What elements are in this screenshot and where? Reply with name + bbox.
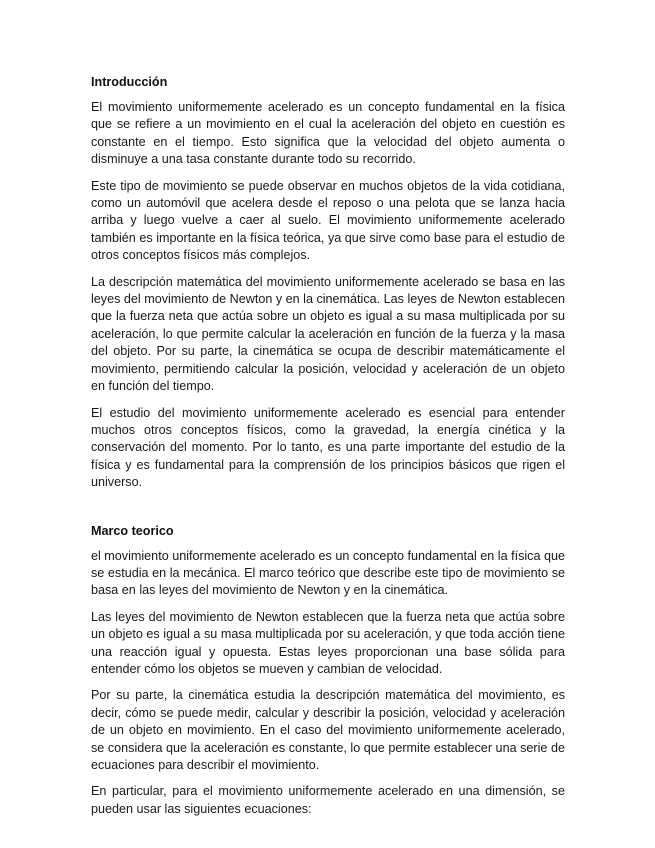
section-heading: Marco teorico [91,523,174,538]
paragraph: el movimiento uniformemente acelerado es un concepto fundamental en la física que se estudia en la mecánica. El marco teórico que describe este tipo de movimiento se basa en las leyes del movimiento de Newton y en la cinemática. [91,548,565,598]
document-body [91,74,565,827]
paragraph: La descripción matemática del movimiento uniformemente acelerado se basa en las leyes del movimiento de Newton y en la cinemática. Las leyes de Newton establecen que la fuerza neta que actúa sobre un objeto es igual a su masa multiplicada por su aceleración, lo que permite calcular la aceleración en función de la fuerza y la masa del objeto. Por su parte, la cinemática se ocupa de describir matemáticamente el movimiento, permitiendo calcular la posición, velocidad y aceleración de un objeto en función del tiempo. [91,274,565,394]
paragraph: En particular, para el movimiento uniformemente acelerado en una dimensión, se pueden usar las siguientes ecuaciones: [91,784,565,816]
section-marco-teorico [91,523,565,819]
paragraph: Por su parte, la cinemática estudia la descripción matemática del movimiento, es decir, cómo se puede medir, calcular y describir la posición, velocidad y aceleración de un objeto en movimiento. En el caso del movimiento uniformemente acelerado, se considera que la aceleración es constante, lo que permite establecer una serie de ecuaciones para describir el movimiento. [91,688,565,772]
paragraph: El estudio del movimiento uniformemente acelerado es esencial para entender muchos otros conceptos físicos, como la gravedad, la energía cinética y la conservación del momento. Por lo tanto, es una parte importante del estudio de la física y es fundamental para la comprensión de los principios básicos que rigen el universo. [91,405,565,490]
section-spacer [91,501,565,523]
section-introduccion [91,74,565,492]
paragraph: El movimiento uniformemente acelerado es un concepto fundamental en la física que se refiere a un movimiento en el cual la aceleración del objeto en cuestión es constante en el tiempo. Esto significa que la velocidad del objeto aumenta o disminuye a una tasa constante durante todo su recorrido. [91,100,565,167]
paragraph: Este tipo de movimiento se puede observar en muchos objetos de la vida cotidiana, como un automóvil que acelera desde el reposo o una pelota que se lanza hacia arriba y luego vuelve a caer al suelo. El movimiento uniformemente acelerado también es importante en la física teórica, ya que sirve como base para el estudio de otros conceptos físicos más complejos. [91,178,565,263]
paragraph: Las leyes del movimiento de Newton establecen que la fuerza neta que actúa sobre un objeto es igual a su masa multiplicada por su aceleración, y que toda acción tiene una reacción igual y opuesta. Estas leyes proporcionan una base sólida para entender cómo los objetos se mueven y cambian de velocidad. [91,609,565,676]
section-heading: Introducción [91,75,168,89]
